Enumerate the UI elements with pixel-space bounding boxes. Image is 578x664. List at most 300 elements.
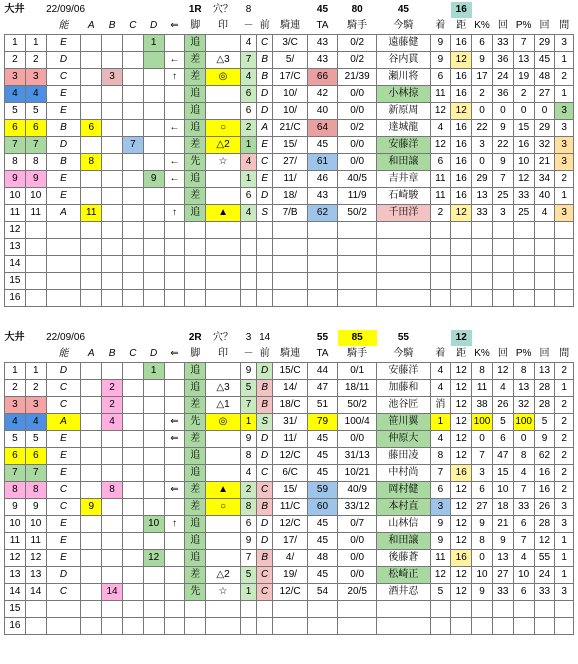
table-cell: ○ (206, 499, 241, 516)
table-cell: ⇐ (164, 482, 185, 499)
table-cell: ← (164, 154, 185, 171)
table-cell (102, 205, 123, 222)
table-cell: 4 (513, 550, 534, 567)
table-row (5, 363, 574, 380)
table-cell (143, 533, 164, 550)
table-row (5, 499, 574, 516)
table-cell: 11 (430, 188, 451, 205)
table-cell (143, 601, 164, 618)
table-cell: 0/0 (338, 533, 377, 550)
table-cell: 12/C (273, 584, 308, 601)
table-row (5, 239, 574, 256)
table-cell: 3 (555, 103, 574, 120)
table-cell: 16 (5, 618, 26, 635)
table-cell: 9 (240, 431, 256, 448)
column-header: 間 (555, 18, 574, 35)
table-cell: 44 (307, 363, 337, 380)
race2-table (4, 330, 574, 635)
table-cell (206, 273, 241, 290)
table-cell: 19 (513, 69, 534, 86)
table-cell (206, 363, 241, 380)
table-cell: 4 (5, 86, 26, 103)
table-cell: 小林掠 (377, 86, 430, 103)
table-cell: 33 (492, 584, 513, 601)
top-ana_val: 8 (245, 4, 252, 15)
table-cell: 15 (5, 601, 26, 618)
table-cell: D (46, 137, 81, 154)
table-cell (81, 584, 102, 601)
top-blank (472, 2, 493, 18)
table-cell: 1 (25, 363, 46, 380)
table-cell: 後藤蒼 (377, 550, 430, 567)
table-cell: 8 (472, 363, 493, 380)
table-cell: 8 (25, 154, 46, 171)
table-cell: 8 (472, 533, 493, 550)
table-row (5, 533, 574, 550)
table-cell (377, 222, 430, 239)
table-cell: 25 (492, 188, 513, 205)
table-cell: 4 (513, 465, 534, 482)
top-blank (102, 2, 123, 18)
top-blank (25, 2, 46, 18)
table-cell (472, 273, 493, 290)
table-cell (46, 601, 81, 618)
table-cell: C (257, 584, 273, 601)
table-cell: 17/C (273, 69, 308, 86)
table-cell (122, 52, 143, 69)
table-cell (164, 567, 185, 584)
table-row (5, 69, 574, 86)
table-cell: 差 (185, 397, 206, 414)
table-cell: 3 (430, 499, 451, 516)
table-cell: 10/ (273, 86, 308, 103)
table-cell (307, 273, 337, 290)
table-cell (240, 256, 256, 273)
table-cell: 追 (185, 516, 206, 533)
table-cell (164, 550, 185, 567)
table-cell (206, 222, 241, 239)
table-cell: C (257, 465, 273, 482)
table-cell: 16 (451, 465, 472, 482)
table-cell: 和田譲 (377, 533, 430, 550)
table-cell: 3 (492, 205, 513, 222)
table-cell: 11/ (273, 171, 308, 188)
table-cell: 加藤和 (377, 380, 430, 397)
table-cell: 9 (430, 533, 451, 550)
table-cell: 9 (5, 499, 26, 516)
table-cell: 45 (307, 431, 337, 448)
table-cell: 28 (534, 397, 555, 414)
table-cell (81, 363, 102, 380)
table-cell: ☆ (206, 154, 241, 171)
table-cell (206, 239, 241, 256)
table-cell (81, 222, 102, 239)
table-cell: 安藤洋 (377, 363, 430, 380)
top-race: 2R (188, 332, 202, 343)
table-cell: ← (164, 52, 185, 69)
table-cell (257, 618, 273, 635)
table-cell: 14 (5, 256, 26, 273)
table-cell: 32 (534, 137, 555, 154)
table-cell: 18/11 (338, 380, 377, 397)
table-cell (257, 290, 273, 307)
table-cell (102, 120, 123, 137)
table-cell: 6 (430, 69, 451, 86)
table-cell: 33 (472, 205, 493, 222)
table-cell (143, 465, 164, 482)
table-cell: 59 (307, 482, 337, 499)
table-cell: 3 (555, 516, 574, 533)
table-cell (122, 550, 143, 567)
table-cell: 11/ (273, 431, 308, 448)
table-cell: 8 (430, 448, 451, 465)
table-cell (555, 239, 574, 256)
table-cell: 11 (430, 550, 451, 567)
table-cell (122, 205, 143, 222)
column-header: D (143, 18, 164, 35)
table-cell (164, 239, 185, 256)
column-header: A (81, 346, 102, 363)
table-cell (338, 290, 377, 307)
table-cell (81, 533, 102, 550)
column-header: P% (513, 346, 534, 363)
table-cell (122, 239, 143, 256)
column-header: 着 (430, 18, 451, 35)
table-cell (102, 171, 123, 188)
table-cell (122, 256, 143, 273)
table-cell: B (257, 69, 273, 86)
table-cell (46, 239, 81, 256)
table-cell (164, 256, 185, 273)
table-cell: ↑ (164, 205, 185, 222)
table-cell: 8 (5, 154, 26, 171)
table-cell: 9 (472, 52, 493, 69)
table-cell: 1 (25, 35, 46, 52)
table-cell (122, 363, 143, 380)
top-top_kyori: 12 (451, 330, 472, 346)
table-cell: 12 (143, 550, 164, 567)
table-cell: B (46, 120, 81, 137)
table-cell: 6 (5, 448, 26, 465)
table-cell (102, 550, 123, 567)
table-cell (102, 222, 123, 239)
table-cell (273, 273, 308, 290)
table-cell: 31/ (273, 414, 308, 431)
table-cell (81, 550, 102, 567)
top-date: 22/09/06 (46, 332, 86, 343)
table-cell: △2 (206, 137, 241, 154)
table-cell: 6 (25, 448, 46, 465)
table-cell: 14 (25, 584, 46, 601)
table-cell: 2 (513, 86, 534, 103)
table-cell (377, 239, 430, 256)
table-cell: 12 (430, 103, 451, 120)
table-cell: ↑ (164, 69, 185, 86)
table-cell: 2 (102, 380, 123, 397)
top-blank (273, 330, 308, 346)
table-cell (472, 290, 493, 307)
table-cell (513, 273, 534, 290)
column-header: 騎手 (338, 346, 377, 363)
table-cell: D (46, 567, 81, 584)
top-blank (430, 2, 451, 18)
table-cell: 1 (430, 414, 451, 431)
table-cell: 中村尚 (377, 465, 430, 482)
table-cell: 千田洋 (377, 205, 430, 222)
table-cell (377, 256, 430, 273)
table-cell: C (46, 397, 81, 414)
table-cell (122, 465, 143, 482)
table-cell: B (257, 380, 273, 397)
table-cell: 45 (534, 52, 555, 69)
table-cell: 100 (472, 414, 493, 431)
top-top_c: 45 (397, 4, 409, 15)
top-venue: 大井 (4, 4, 25, 15)
table-cell: 100/4 (338, 414, 377, 431)
table-cell (102, 516, 123, 533)
table-cell: 12 (492, 363, 513, 380)
table-cell: 2 (472, 86, 493, 103)
table-cell (102, 533, 123, 550)
table-row (5, 86, 574, 103)
table-cell (102, 256, 123, 273)
table-cell: C (46, 380, 81, 397)
table-cell: 33 (513, 188, 534, 205)
table-cell: △2 (206, 567, 241, 584)
table-cell (81, 448, 102, 465)
top-top_c: 55 (397, 332, 409, 343)
table-cell: E (46, 171, 81, 188)
table-cell: 43 (307, 52, 337, 69)
table-cell: 29 (534, 120, 555, 137)
table-cell: 6 (492, 431, 513, 448)
table-cell: 追 (185, 35, 206, 52)
table-cell (555, 601, 574, 618)
table-cell: 2 (555, 414, 574, 431)
table-cell (555, 256, 574, 273)
table-cell: 追 (185, 103, 206, 120)
table-cell: 6 (5, 120, 26, 137)
table-cell (206, 516, 241, 533)
table-cell (377, 618, 430, 635)
table-cell (377, 601, 430, 618)
table-row (5, 448, 574, 465)
table-cell: 4 (534, 205, 555, 222)
table-row (5, 171, 574, 188)
table-cell (185, 618, 206, 635)
table-cell: 32 (513, 397, 534, 414)
table-cell: 仲原大 (377, 431, 430, 448)
table-cell: 29 (472, 171, 493, 188)
table-cell: 2 (5, 380, 26, 397)
top-ana: 穴？ (213, 4, 234, 15)
table-row (5, 290, 574, 307)
table-cell (143, 137, 164, 154)
table-cell (81, 380, 102, 397)
table-cell: 9 (472, 516, 493, 533)
top-blank (164, 330, 185, 346)
table-cell: 40/5 (338, 171, 377, 188)
table-cell: 2 (555, 465, 574, 482)
table-cell: 16 (451, 188, 472, 205)
table-cell (377, 290, 430, 307)
column-header: C (122, 346, 143, 363)
table-cell (273, 290, 308, 307)
table-cell: 21 (492, 516, 513, 533)
table-cell: 11 (472, 380, 493, 397)
table-cell (307, 256, 337, 273)
column-header: － (240, 18, 256, 35)
table-cell: 5 (5, 431, 26, 448)
table-cell: 7 (5, 137, 26, 154)
table-cell: 消 (430, 397, 451, 414)
table-cell: C (46, 584, 81, 601)
table-cell: 16 (451, 171, 472, 188)
table-cell (430, 273, 451, 290)
table-cell: 13 (472, 188, 493, 205)
table-cell: 0/0 (338, 567, 377, 584)
table-cell: 差 (185, 499, 206, 516)
table-cell (122, 414, 143, 431)
table-cell: 10 (472, 567, 493, 584)
table-cell: ◎ (206, 69, 241, 86)
table-cell: 差 (185, 69, 206, 86)
column-header: K% (472, 18, 493, 35)
table-cell: E (46, 103, 81, 120)
table-cell: 27/ (273, 154, 308, 171)
table-row (5, 205, 574, 222)
table-cell: B (257, 52, 273, 69)
column-header: 能 (46, 346, 81, 363)
table-cell: 45 (307, 465, 337, 482)
table-cell: 27 (534, 86, 555, 103)
table-cell: E (46, 550, 81, 567)
table-cell: 9 (81, 499, 102, 516)
table-cell: 62 (534, 448, 555, 465)
table-cell: 5 (492, 414, 513, 431)
table-cell: S (257, 205, 273, 222)
table-cell: C (257, 482, 273, 499)
table-cell: 6/C (273, 465, 308, 482)
table-row (5, 154, 574, 171)
table-cell (273, 222, 308, 239)
table-cell: 1 (240, 584, 256, 601)
table-cell: 50/2 (338, 397, 377, 414)
table-cell (46, 222, 81, 239)
table-cell: 5 (534, 414, 555, 431)
table-cell: ← (164, 120, 185, 137)
table-cell (513, 222, 534, 239)
top-blank (143, 2, 164, 18)
column-header: 距 (451, 18, 472, 35)
column-header: TA (307, 346, 337, 363)
table-cell: 36 (492, 86, 513, 103)
table-cell (143, 414, 164, 431)
table-cell (122, 533, 143, 550)
table-cell (164, 363, 185, 380)
top-blank (492, 330, 513, 346)
table-cell: 17/ (273, 533, 308, 550)
table-cell (164, 618, 185, 635)
table-cell (46, 256, 81, 273)
table-cell: 2 (555, 171, 574, 188)
table-cell: 5 (240, 567, 256, 584)
column-header: TA (307, 18, 337, 35)
table-cell: D (257, 516, 273, 533)
table-cell: 3 (102, 69, 123, 86)
table-cell (555, 290, 574, 307)
table-cell: 3 (555, 499, 574, 516)
table-cell (143, 205, 164, 222)
column-header: 印 (206, 18, 241, 35)
table-cell: 1 (555, 86, 574, 103)
table-cell: 7 (122, 137, 143, 154)
table-cell: 2 (555, 431, 574, 448)
table-cell: 6 (240, 516, 256, 533)
table-cell: 12 (513, 171, 534, 188)
top-ana: 穴？ (213, 332, 234, 343)
table-cell: 16 (5, 290, 26, 307)
table-cell (143, 120, 164, 137)
column-header: 印 (206, 346, 241, 363)
column-header: 回 (492, 346, 513, 363)
table-cell (102, 618, 123, 635)
table-cell (122, 516, 143, 533)
table-cell (25, 273, 46, 290)
table-cell: 29 (534, 35, 555, 52)
table-cell (143, 69, 164, 86)
table-cell: 15/ (273, 482, 308, 499)
table-cell: 12 (451, 52, 472, 69)
table-cell: 池谷匠 (377, 397, 430, 414)
table-cell: 9 (472, 584, 493, 601)
table-cell: 40 (534, 188, 555, 205)
table-cell (143, 222, 164, 239)
table-cell: 3 (555, 137, 574, 154)
table-cell: 21 (534, 154, 555, 171)
table-cell (102, 35, 123, 52)
table-cell: 3 (5, 397, 26, 414)
table-cell (102, 567, 123, 584)
table-row (5, 103, 574, 120)
table-cell (257, 222, 273, 239)
table-cell: 34 (534, 171, 555, 188)
table-cell: E (46, 516, 81, 533)
top-race: 1R (188, 4, 202, 15)
table-cell: 7 (25, 137, 46, 154)
table-cell: 20/5 (338, 584, 377, 601)
table-cell (206, 448, 241, 465)
top-blank (143, 330, 164, 346)
column-header: 今騎 (377, 346, 430, 363)
table-cell: 3 (555, 584, 574, 601)
table-cell (307, 239, 337, 256)
column-header: A (81, 18, 102, 35)
table-cell (206, 86, 241, 103)
table-cell: 1 (555, 52, 574, 69)
table-row (5, 35, 574, 52)
column-header: 前 (257, 18, 273, 35)
table-cell: 7 (513, 533, 534, 550)
table-cell (513, 290, 534, 307)
column-header: ⇐ (164, 18, 185, 35)
table-cell (81, 431, 102, 448)
table-cell: 9 (492, 533, 513, 550)
table-cell (492, 601, 513, 618)
table-cell (513, 239, 534, 256)
table-cell: 27 (492, 567, 513, 584)
table-cell: 12 (451, 499, 472, 516)
